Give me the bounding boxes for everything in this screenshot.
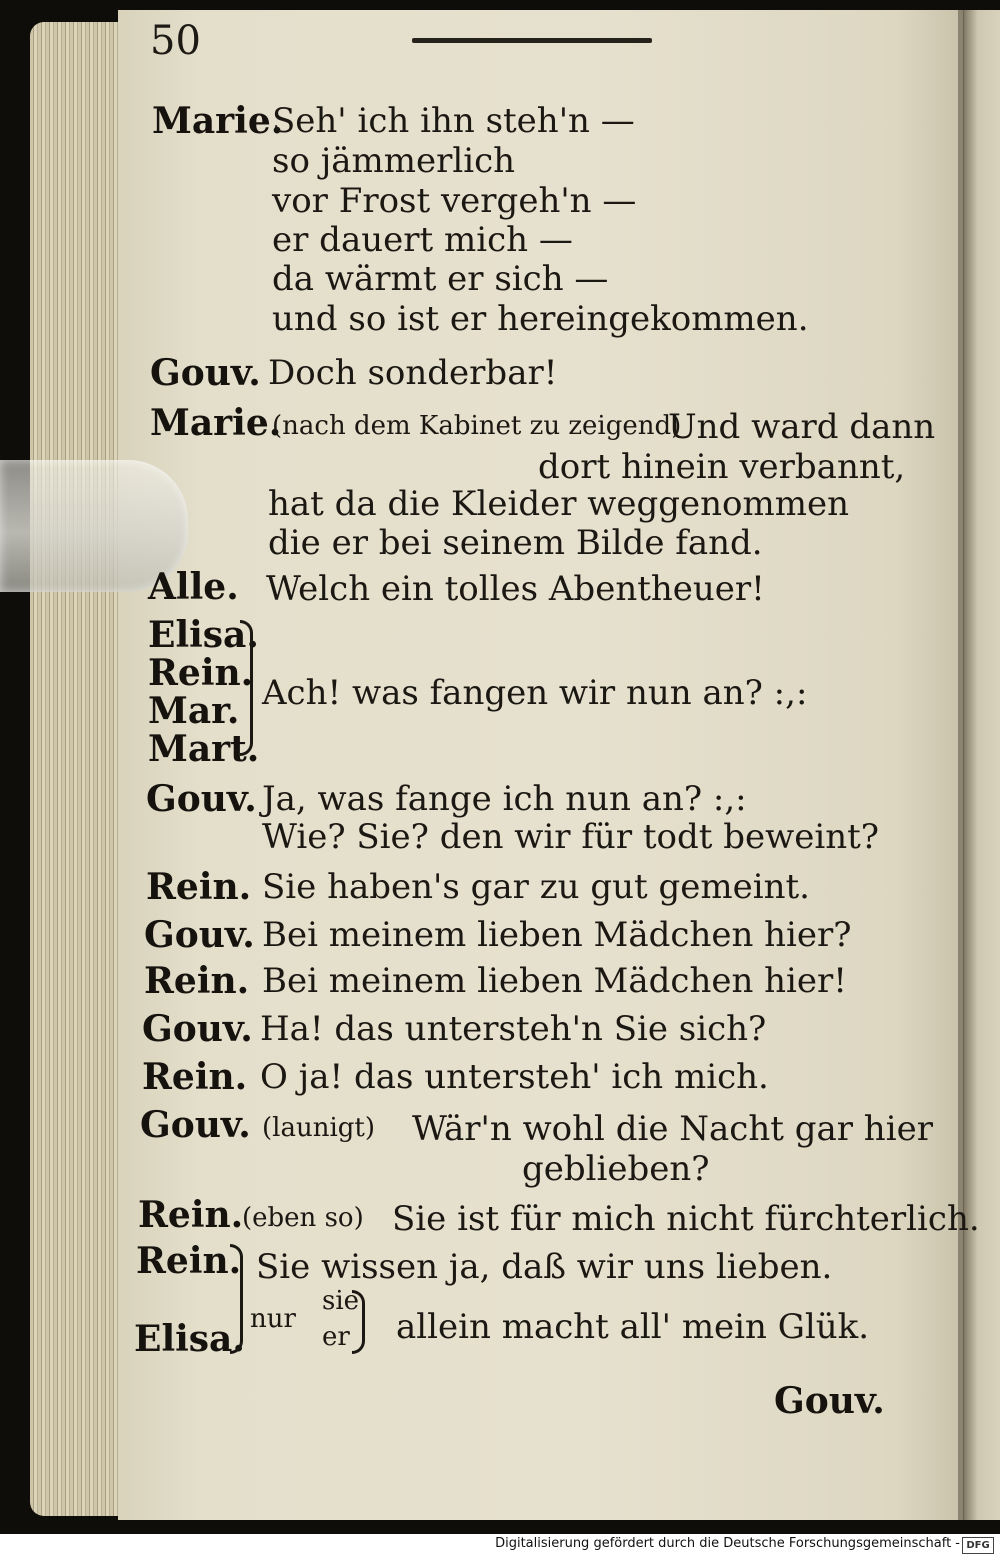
speaker-label: Gouv. (140, 1104, 251, 1146)
verse-line: die er bei seinem Bilde fand. (268, 523, 763, 563)
verse-line: O ja! das untersteh' ich mich. (260, 1057, 769, 1097)
speaker-label: Rein. (144, 960, 250, 1002)
verse-line: allein macht all' mein Glük. (396, 1307, 870, 1347)
speaker-label: Alle. (148, 566, 239, 608)
choice-word: sie (322, 1286, 360, 1316)
speaker-label: Rein. (142, 1056, 248, 1098)
page-gutter (958, 10, 964, 1520)
verse-line: Ja, was fange ich nun an? :,: (262, 779, 747, 819)
verse-line: vor Frost vergeh'n — (272, 181, 637, 221)
verse-line: Ha! das untersteh'n Sie sich? (260, 1009, 767, 1049)
verse-line: Wär'n wohl die Nacht gar hier (412, 1109, 933, 1149)
speaker-label: Gouv. (144, 914, 255, 956)
verse-line: Seh' ich ihn steh'n — (272, 101, 635, 141)
choice-brace (352, 1290, 365, 1354)
stage-direction: (nach dem Kabinet zu zeigend) (272, 411, 682, 441)
verse-line: hat da die Kleider weggenommen (268, 484, 850, 524)
verse-line: Und ward dann (668, 407, 936, 447)
verse-line: Welch ein tolles Abentheuer! (266, 569, 765, 609)
stage-direction: (launigt) (262, 1113, 376, 1143)
speaker-label: Gouv. (150, 352, 261, 394)
verse-line: er dauert mich — (272, 220, 573, 260)
verse-line: Wie? Sie? den wir für todt beweint? (262, 817, 880, 857)
speaker-label: Gouv. (146, 778, 257, 820)
speaker-label: Marie. (150, 402, 282, 444)
speaker-label: Gouv. (142, 1008, 253, 1050)
verse-line: Doch sonderbar! (268, 353, 558, 393)
verse-line: Bei meinem lieben Mädchen hier! (262, 961, 847, 1001)
verse-line: dort hinein verbannt, (538, 447, 906, 487)
footer-bar (0, 1534, 1000, 1556)
speaker-label: Mart. (148, 728, 260, 770)
speaker-label: Elisa. (148, 614, 259, 656)
speaker-label: Elisa. (134, 1318, 245, 1360)
verse-line: so jämmerlich (272, 141, 516, 181)
verse-word: nur (250, 1304, 296, 1334)
verse-line: Sie wissen ja, daß wir uns lieben. (256, 1247, 833, 1287)
footer-credit: Digitalisierung gefördert durch die Deutsche Forschungsgemeinschaft - (495, 1536, 960, 1551)
dfg-logo: DFG (962, 1537, 994, 1554)
speaker-label: Rein. (146, 866, 252, 908)
speaker-label: Rein. (136, 1240, 242, 1282)
verse-line: Bei meinem lieben Mädchen hier? (262, 915, 852, 955)
verse-line: Sie ist für mich nicht fürchterlich. (392, 1199, 980, 1239)
verse-line: da wärmt er sich — (272, 259, 609, 299)
verse-line: und so ist er hereingekommen. (272, 299, 809, 339)
header-rule (412, 38, 652, 43)
speaker-label: Rein. (148, 652, 254, 694)
verse-line: Sie haben's gar zu gut gemeint. (262, 867, 810, 907)
stage-direction: (eben so) (242, 1203, 364, 1233)
next-page-edge (963, 10, 1000, 1520)
verse-line: Ach! was fangen wir nun an? :,: (262, 673, 808, 713)
speaker-label: Rein. (138, 1194, 244, 1236)
catchword: Gouv. (774, 1380, 885, 1422)
page-number: 50 (150, 18, 201, 64)
choice-word: er (322, 1322, 350, 1352)
speaker-label: Marie. (152, 100, 284, 142)
speaker-label: Mar. (148, 690, 240, 732)
speaker-brace (230, 1244, 243, 1354)
verse-line: geblieben? (522, 1149, 710, 1189)
speaker-brace (240, 620, 253, 756)
